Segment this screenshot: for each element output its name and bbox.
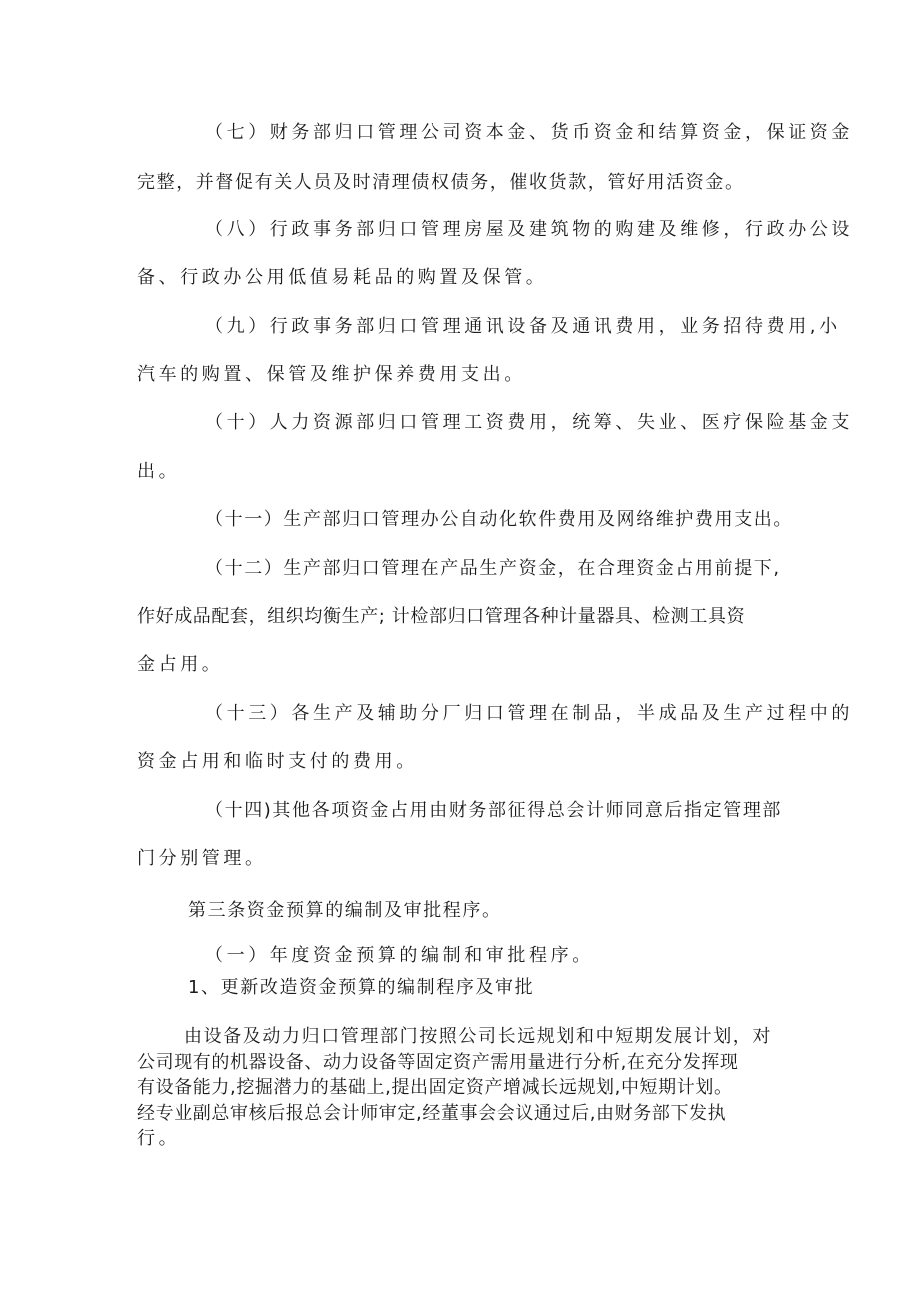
subsection-1-heading: 1、更新改造资金预算的编制程序及审批 — [188, 977, 535, 998]
paragraph-10-line-1: （十）人力资源部归口管理工资费用，统筹、失业、医疗保险基金支 — [205, 412, 853, 433]
paragraph-7-line-2: 完整，并督促有关人员及时清理债权债务，催收货款，管好用活资金。 — [137, 172, 745, 193]
paragraph-8-line-1: （八）行政事务部归口管理房屋及建筑物的购建及维修，行政办公设 — [205, 219, 853, 240]
body-paragraph-line-4: 经专业副总审核后报总会计师审定,经董事会会议通过后,由财务部下发执 — [137, 1103, 727, 1124]
section-1-heading: （一）年度资金预算的编制和审批程序。 — [205, 945, 594, 966]
paragraph-12-line-1: （十二）生产部归口管理在产品生产资金，在合理资金占用前提下, — [205, 558, 781, 579]
paragraph-12-line-2: 作好成品配套，组织均衡生产; 计检部归口管理各种计量器具、检测工具资 — [137, 606, 746, 627]
paragraph-9-line-2: 汽车的购置、保管及维护保养费用支出。 — [137, 364, 526, 385]
body-paragraph-line-5: 行。 — [137, 1128, 181, 1149]
body-paragraph-line-2: 公司现有的机器设备、动力设备等固定资产需用量进行分析,在充分发挥现 — [137, 1052, 739, 1073]
paragraph-9-line-1: （九）行政事务部归口管理通讯设备及通讯费用，业务招待费用,小 — [205, 316, 841, 337]
body-paragraph-line-1: 由设备及动力归口管理部门按照公司长远规划和中短期发展计划，对 — [184, 1026, 772, 1047]
paragraph-14-line-1: （十四)其他各项资金占用由财务部征得总会计师同意后指定管理部 — [205, 800, 783, 821]
body-paragraph-line-3: 有设备能力,挖掘潜力的基础上,提出固定资产增减长远规划,中短期计划。 — [137, 1077, 733, 1098]
paragraph-13-line-2: 资金占用和临时支付的费用。 — [137, 751, 418, 772]
paragraph-8-line-2: 备、行政办公用低值易耗品的购置及保管。 — [137, 267, 548, 288]
paragraph-14-line-2: 门分别管理。 — [137, 848, 267, 869]
paragraph-12-line-3: 金占用。 — [137, 654, 224, 675]
paragraph-10-line-2: 出。 — [137, 461, 181, 482]
paragraph-11-line-1: （十一）生产部归口管理办公自动化软件费用及网络维护费用支出。 — [205, 509, 793, 530]
paragraph-13-line-1: （十三）各生产及辅助分厂归口管理在制品，半成品及生产过程中的 — [205, 703, 853, 724]
article-3-heading: 第三条资金预算的编制及审批程序。 — [188, 900, 502, 921]
paragraph-7-line-1: （七）财务部归口管理公司资本金、货币资金和结算资金，保证资金 — [205, 122, 853, 143]
